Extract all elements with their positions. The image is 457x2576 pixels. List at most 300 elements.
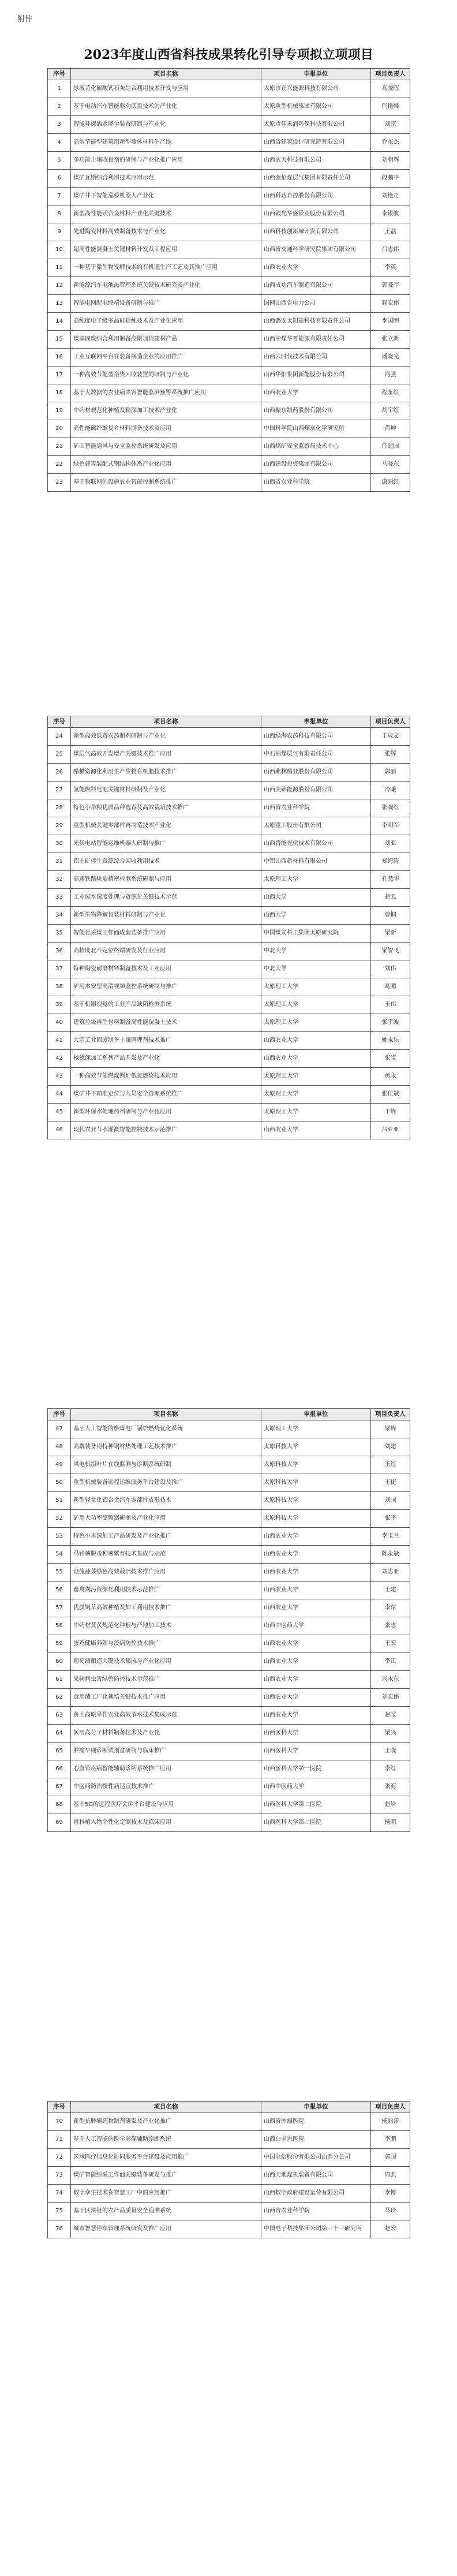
cell-lead: 刘宏伟 xyxy=(371,1689,410,1707)
cell-unit: 山西农业大学 xyxy=(261,1528,371,1546)
project-table xyxy=(47,1408,410,1832)
cell-no: 60 xyxy=(48,1653,71,1671)
cell-name: 基于物联网的设施农业智能控制系统推广 xyxy=(71,474,261,492)
cell-no: 12 xyxy=(48,277,71,295)
table-row xyxy=(48,889,410,907)
project-table-page-3 xyxy=(47,1408,410,1832)
cell-no: 10 xyxy=(48,241,71,259)
cell-lead: 黄永 xyxy=(371,1068,410,1086)
cell-name: 煤矿井下精准定位与人员安全管理系统推广 xyxy=(71,1086,261,1104)
cell-name: 智能电网配电终端设备研制与推广 xyxy=(71,295,261,313)
cell-name: 医用高分子材料制备技术及产业化 xyxy=(71,1725,261,1743)
cell-no: 46 xyxy=(48,1121,71,1139)
cell-lead: 吕志伟 xyxy=(371,241,410,259)
table-row xyxy=(48,1086,410,1104)
cell-no: 38 xyxy=(48,978,71,996)
cell-no: 71 xyxy=(48,2131,71,2149)
cell-no: 4 xyxy=(48,134,71,152)
cell-lead: 杨明 xyxy=(371,1814,410,1832)
table-header-row xyxy=(48,2102,410,2113)
cell-lead: 陈永斌 xyxy=(371,1546,410,1564)
header-no: 序号 xyxy=(48,69,71,80)
cell-no: 62 xyxy=(48,1689,71,1707)
header-name: 项目名称 xyxy=(71,1409,261,1420)
cell-no: 69 xyxy=(48,1814,71,1832)
table-row xyxy=(48,2220,410,2238)
cell-name: 绿液苛化碳酸钙石灰综合利用技术开发与应用 xyxy=(71,80,261,98)
table-row xyxy=(48,746,410,764)
cell-name: 醋糟资源化利用生产生物有机肥技术推广 xyxy=(71,764,261,782)
cell-name: 新型高性能镁合金材料产业化关键技术 xyxy=(71,205,261,223)
cell-unit: 太原理工大学 xyxy=(261,1014,371,1032)
cell-lead: 孔慧华 xyxy=(371,871,410,889)
table-row xyxy=(48,331,410,349)
header-unit: 申报单位 xyxy=(261,2102,371,2113)
table-row xyxy=(48,1617,410,1635)
cell-unit: 山西白求恩医院 xyxy=(261,2131,371,2149)
cell-lead: 张海 xyxy=(371,1778,410,1796)
cell-name: 中医药防治慢性病适宜技术推广 xyxy=(71,1778,261,1796)
cell-name: 光伏电站智能运维机器人研制与推广 xyxy=(71,835,261,853)
cell-lead: 张宇波 xyxy=(371,1014,410,1032)
table-row xyxy=(48,1032,410,1050)
cell-lead: 张立新 xyxy=(371,331,410,349)
table-row xyxy=(48,2203,410,2220)
project-table-page-2 xyxy=(47,716,410,1139)
table-row xyxy=(48,1707,410,1725)
cell-name: 矿用大功率变频器研制及产业化应用 xyxy=(71,1510,261,1528)
cell-unit: 山西蓝焰煤层气集团有限责任公司 xyxy=(261,170,371,188)
table-row xyxy=(48,996,410,1014)
cell-unit: 山西银光华盛镁业股份有限公司 xyxy=(261,205,371,223)
cell-name: 中药材规范化种植及精深加工技术产业化 xyxy=(71,402,261,420)
cell-lead: 胡宇红 xyxy=(371,402,410,420)
table-row xyxy=(48,853,410,871)
table-row xyxy=(48,1121,410,1139)
cell-lead: 刘京 xyxy=(371,116,410,134)
table-row xyxy=(48,1510,410,1528)
table-row xyxy=(48,134,410,152)
cell-name: 一种高效节能燃煤锅炉低氮燃烧技术应用 xyxy=(71,1068,261,1086)
cell-no: 9 xyxy=(48,223,71,241)
table-row xyxy=(48,799,410,817)
cell-no: 51 xyxy=(48,1492,71,1510)
cell-name: 中药材黄芪规范化种植与产地加工技术 xyxy=(71,1617,261,1635)
cell-name: 矿山智能通风与安全监控系统研发及应用 xyxy=(71,438,261,456)
cell-name: 煤矿瓦斯综合利用技术应用示范 xyxy=(71,170,261,188)
cell-lead: 段鹏平 xyxy=(371,170,410,188)
cell-name: 风电机组叶片在线监测与诊断系统研制 xyxy=(71,1456,261,1474)
table-row xyxy=(48,907,410,925)
cell-no: 13 xyxy=(48,295,71,313)
cell-lead: 王捷 xyxy=(371,1474,410,1492)
cell-name: 智能化采煤工作面成套装备推广应用 xyxy=(71,925,261,943)
cell-name: 一种基于微生物发酵技术的有机肥生产工艺及其推广应用 xyxy=(71,259,261,277)
cell-lead: 李鹏 xyxy=(371,2131,410,2149)
cell-no: 47 xyxy=(48,1420,71,1438)
table-row xyxy=(48,728,410,746)
cell-lead: 阎宏伟 xyxy=(371,295,410,313)
cell-no: 29 xyxy=(48,817,71,835)
cell-lead: 王红 xyxy=(371,1456,410,1474)
table-row xyxy=(48,1599,410,1617)
table-row xyxy=(48,170,410,188)
cell-unit: 山西华阳集团新能股份有限公司 xyxy=(261,367,371,384)
cell-lead: 闫艳峰 xyxy=(371,98,410,116)
cell-lead: 李红 xyxy=(371,1760,410,1778)
cell-no: 73 xyxy=(48,2167,71,2185)
header-unit: 申报单位 xyxy=(261,716,371,728)
cell-no: 14 xyxy=(48,313,71,331)
cell-lead: 周凯 xyxy=(371,2167,410,2185)
table-row xyxy=(48,1725,410,1743)
header-lead: 项目负责人 xyxy=(371,1409,410,1420)
cell-no: 56 xyxy=(48,1582,71,1599)
cell-no: 52 xyxy=(48,1510,71,1528)
table-row xyxy=(48,817,410,835)
cell-name: 重型机械关键零部件再制造技术产业化 xyxy=(71,817,261,835)
cell-lead: 马玲 xyxy=(371,2203,410,2220)
cell-lead: 刘亚 xyxy=(371,835,410,853)
cell-lead: 曹桐 xyxy=(371,907,410,925)
cell-unit: 山西农业大学 xyxy=(261,1582,371,1599)
cell-no: 17 xyxy=(48,367,71,384)
table-row xyxy=(48,188,410,205)
cell-no: 70 xyxy=(48,2113,71,2131)
cell-lead: 赵岩 xyxy=(371,1796,410,1814)
cell-no: 74 xyxy=(48,2185,71,2203)
cell-no: 23 xyxy=(48,474,71,492)
table-row xyxy=(48,295,410,313)
cell-no: 21 xyxy=(48,438,71,456)
table-row xyxy=(48,313,410,331)
cell-lead: 姚永乐 xyxy=(371,1032,410,1050)
cell-name: 高性能碳纤维复合材料制备技术及应用 xyxy=(71,420,261,438)
cell-name: 特种陶瓷耐磨材料制备技术及工业应用 xyxy=(71,960,261,978)
table-header-row xyxy=(48,716,410,728)
cell-lead: 李东 xyxy=(371,1599,410,1617)
cell-name: 食用菌工厂化栽培关键技术推广应用 xyxy=(71,1689,261,1707)
cell-unit: 中北大学 xyxy=(261,960,371,978)
header-unit: 申报单位 xyxy=(261,69,371,80)
table-row xyxy=(48,420,410,438)
cell-unit: 山西晋能光伏技术有限公司 xyxy=(261,835,371,853)
cell-no: 72 xyxy=(48,2149,71,2167)
cell-unit: 中铝山西新材料有限公司 xyxy=(261,853,371,871)
cell-unit: 山西医科大学第一医院 xyxy=(261,1760,371,1778)
cell-name: 高精度北斗定位终端研发及行业应用 xyxy=(71,943,261,960)
cell-name: 高效节能型建筑用新型墙体材料生产线 xyxy=(71,134,261,152)
cell-unit: 山西省肿瘤医院 xyxy=(261,2113,371,2131)
cell-lead: 梁智飞 xyxy=(371,943,410,960)
cell-no: 76 xyxy=(48,2220,71,2238)
cell-name: 一种高效节能型余热回收装置的研制与产业化 xyxy=(71,367,261,384)
cell-no: 22 xyxy=(48,456,71,474)
cell-name: 特色小杂粮优质品种选育及高效栽培技术推广 xyxy=(71,799,261,817)
table-row xyxy=(48,402,410,420)
table-row xyxy=(48,1068,410,1086)
cell-no: 25 xyxy=(48,746,71,764)
cell-lead: 王晓 xyxy=(371,1743,410,1760)
table-row xyxy=(48,474,410,492)
cell-lead: 赵宏 xyxy=(371,2220,410,2238)
table-row xyxy=(48,438,410,456)
cell-name: 建筑垃圾再生骨料制备高性能混凝土技术 xyxy=(71,1014,261,1032)
cell-no: 66 xyxy=(48,1760,71,1778)
cell-name: 先进陶瓷材料高效制备技术与产业化 xyxy=(71,223,261,241)
header-name: 项目名称 xyxy=(71,716,261,728)
table-row xyxy=(48,384,410,402)
cell-no: 53 xyxy=(48,1528,71,1546)
cell-unit: 山西农业大学 xyxy=(261,1546,371,1564)
cell-lead: 郭丽 xyxy=(371,764,410,782)
table-row xyxy=(48,1671,410,1689)
cell-no: 49 xyxy=(48,1456,71,1474)
cell-no: 26 xyxy=(48,764,71,782)
cell-unit: 太原科技大学 xyxy=(261,1474,371,1492)
table-row xyxy=(48,1564,410,1582)
table-row xyxy=(48,1582,410,1599)
cell-name: 超高性能混凝土关键材料开发及工程应用 xyxy=(71,241,261,259)
table-row xyxy=(48,1050,410,1068)
cell-no: 59 xyxy=(48,1635,71,1653)
cell-lead: 刘伟 xyxy=(371,960,410,978)
cell-lead: 潘晓光 xyxy=(371,349,410,367)
cell-unit: 山西大学 xyxy=(261,907,371,925)
table-row xyxy=(48,277,410,295)
table-row xyxy=(48,960,410,978)
cell-no: 64 xyxy=(48,1725,71,1743)
table-row xyxy=(48,259,410,277)
cell-no: 41 xyxy=(48,1032,71,1050)
cell-name: 高速铁路轨道精密检测系统研制与应用 xyxy=(71,871,261,889)
cell-unit: 山西中医药大学 xyxy=(261,1778,371,1796)
cell-unit: 山西成功汽车制造有限公司 xyxy=(261,277,371,295)
cell-name: 城市智慧停车管理系统研发及推广应用 xyxy=(71,2220,261,2238)
cell-unit: 山西农业大学 xyxy=(261,1032,371,1050)
table-row xyxy=(48,1474,410,1492)
cell-unit: 山西振东制药股份有限公司 xyxy=(261,402,371,420)
cell-no: 27 xyxy=(48,782,71,799)
cell-unit: 山西医科大学第二医院 xyxy=(261,1814,371,1832)
cell-lead: 程永红 xyxy=(371,384,410,402)
table-row xyxy=(48,80,410,98)
cell-unit: 太原理工大学 xyxy=(261,1104,371,1121)
table-row xyxy=(48,349,410,367)
cell-unit: 太原科技大学 xyxy=(261,1510,371,1528)
cell-no: 2 xyxy=(48,98,71,116)
cell-lead: 高晓晖 xyxy=(371,80,410,98)
cell-lead: 刘朝辉 xyxy=(371,152,410,170)
cell-no: 28 xyxy=(48,799,71,817)
table-row xyxy=(48,223,410,241)
cell-name: 基于电动汽车智能驱动底盘技术的产业化 xyxy=(71,98,261,116)
cell-unit: 山西紫林醋业股份有限公司 xyxy=(261,764,371,782)
cell-lead: 梁峰 xyxy=(371,1420,410,1438)
cell-lead: 李江 xyxy=(371,1653,410,1671)
cell-unit: 山西中医药大学 xyxy=(261,1617,371,1635)
table-row xyxy=(48,1456,410,1474)
cell-unit: 山西中煤华晋能源有限责任公司 xyxy=(261,331,371,349)
cell-no: 16 xyxy=(48,349,71,367)
table-row xyxy=(48,98,410,116)
cell-no: 7 xyxy=(48,188,71,205)
cell-no: 75 xyxy=(48,2203,71,2220)
cell-lead: 王伟 xyxy=(371,996,410,1014)
cell-lead: 葛鹏 xyxy=(371,978,410,996)
cell-name: 工业互联网平台在装备制造企业的应用推广 xyxy=(71,349,261,367)
document-title: 2023年度山西省科技成果转化引导专项拟立项项目 xyxy=(84,47,373,62)
cell-unit: 山西农业大学 xyxy=(261,259,371,277)
cell-lead: 吕亚亚 xyxy=(371,1121,410,1139)
cell-lead: 张佳斌 xyxy=(371,1086,410,1104)
cell-name: 基于机器视觉的工业产品缺陷检测系统 xyxy=(71,996,261,1014)
cell-unit: 中北大学 xyxy=(261,943,371,960)
cell-lead: 梁兴 xyxy=(371,1725,410,1743)
cell-no: 43 xyxy=(48,1068,71,1086)
cell-unit: 太原理工大学 xyxy=(261,978,371,996)
cell-no: 35 xyxy=(48,925,71,943)
cell-unit: 太原理工大学 xyxy=(261,871,371,889)
table-row xyxy=(48,2167,410,2185)
cell-unit: 山西医科大学 xyxy=(261,1725,371,1743)
cell-lead: 张晓红 xyxy=(371,799,410,817)
cell-unit: 太原理工大学 xyxy=(261,1068,371,1086)
cell-unit: 中国煤炭科工集团太原研究院 xyxy=(261,925,371,943)
cell-unit: 太原科技大学 xyxy=(261,1456,371,1474)
cell-lead: 王磊 xyxy=(371,223,410,241)
cell-name: 黄土高原旱作农业高效节水技术集成示范 xyxy=(71,1707,261,1725)
table-row xyxy=(48,2185,410,2203)
cell-name: 核桃深加工系列产品开发及产业化 xyxy=(71,1050,261,1068)
cell-no: 34 xyxy=(48,907,71,925)
cell-no: 31 xyxy=(48,853,71,871)
cell-name: 氢能燃料电池关键材料研制及产业化 xyxy=(71,782,261,799)
cell-lead: 张志 xyxy=(371,1617,410,1635)
cell-unit: 山西省交通科学研究院集团有限公司 xyxy=(261,241,371,259)
cell-lead: 王建 xyxy=(371,1582,410,1599)
table-row xyxy=(48,1635,410,1653)
header-unit: 申报单位 xyxy=(261,1409,371,1420)
cell-lead: 李明军 xyxy=(371,817,410,835)
table-row xyxy=(48,978,410,996)
table-row xyxy=(48,925,410,943)
cell-unit: 太原理工大学 xyxy=(261,996,371,1014)
cell-unit: 中国科学院山西煤炭化学研究所 xyxy=(261,420,371,438)
header-no: 序号 xyxy=(48,1409,71,1420)
cell-unit: 山西医科大学 xyxy=(261,1743,371,1760)
cell-unit: 山西科达自控股份有限公司 xyxy=(261,188,371,205)
cell-no: 37 xyxy=(48,960,71,978)
cell-unit: 山西美锦能源股份有限公司 xyxy=(261,782,371,799)
table-row xyxy=(48,764,410,782)
cell-unit: 山西农大科技有限公司 xyxy=(261,152,371,170)
cell-lead: 刘艳之 xyxy=(371,188,410,205)
cell-no: 42 xyxy=(48,1050,71,1068)
cell-name: 新型高效低毒农药制剂研制与产业化 xyxy=(71,728,261,746)
cell-name: 煤层气高效开发增产关键技术推广应用 xyxy=(71,746,261,764)
cell-no: 20 xyxy=(48,420,71,438)
cell-unit: 太原重工股份有限公司 xyxy=(261,817,371,835)
cell-unit: 山西省农业科学院 xyxy=(261,474,371,492)
cell-lead: 赵卫 xyxy=(371,889,410,907)
cell-name: 煤矿智能综采工作面关键装备研发与推广 xyxy=(71,2167,261,2185)
cell-lead: 肖坤 xyxy=(371,420,410,438)
table-row xyxy=(48,1420,410,1438)
cell-unit: 山西绿海农药科技有限公司 xyxy=(261,728,371,746)
table-row xyxy=(48,782,410,799)
cell-no: 6 xyxy=(48,170,71,188)
cell-name: 大宗工业固废制备土壤调理剂技术推广 xyxy=(71,1032,261,1050)
cell-unit: 中国电信股份有限公司山西分公司 xyxy=(261,2149,371,2167)
cell-unit: 山西农业大学 xyxy=(261,1121,371,1139)
cell-no: 8 xyxy=(48,205,71,223)
cell-unit: 山西煤矿安全监察局技术中心 xyxy=(261,438,371,456)
table-header-row xyxy=(48,69,410,80)
cell-name: 基于人工智能的燃煤电厂锅炉燃烧优化系统 xyxy=(71,1420,261,1438)
table-row xyxy=(48,1014,410,1032)
table-row xyxy=(48,1438,410,1456)
cell-name: 新型抗肿瘤药物制剂研发及产业化推广 xyxy=(71,2113,261,2131)
table-row xyxy=(48,116,410,134)
cell-unit: 山西大学 xyxy=(261,889,371,907)
cell-lead: 张宝 xyxy=(371,1050,410,1068)
cell-lead: 冯强 xyxy=(371,367,410,384)
cell-name: 高纯度电子级多晶硅提纯技术及产业化应用 xyxy=(71,313,261,331)
cell-no: 30 xyxy=(48,835,71,853)
cell-no: 18 xyxy=(48,384,71,402)
cell-unit: 太原重型机械集团有限公司 xyxy=(261,98,371,116)
table-row xyxy=(48,1104,410,1121)
cell-name: 矿用本安型高清视频监控系统研制与推广 xyxy=(71,978,261,996)
cell-lead: 冯永东 xyxy=(371,1671,410,1689)
table-row xyxy=(48,1528,410,1546)
cell-lead: 乔东杰 xyxy=(371,134,410,152)
header-name: 项目名称 xyxy=(71,2102,261,2113)
cell-name: 绿色建筑装配式钢结构体系产业化应用 xyxy=(71,456,261,474)
cell-unit: 太原理工大学 xyxy=(261,1086,371,1104)
cell-lead: 李国明 xyxy=(371,313,410,331)
table-row xyxy=(48,1546,410,1564)
cell-no: 33 xyxy=(48,889,71,907)
cell-no: 68 xyxy=(48,1796,71,1814)
cell-lead: 郭国 xyxy=(371,2149,410,2167)
cell-name: 新型生物降解包装材料研制与产业化 xyxy=(71,907,261,925)
cell-no: 58 xyxy=(48,1617,71,1635)
project-table-page-4 xyxy=(47,2101,410,2238)
cell-no: 5 xyxy=(48,152,71,170)
cell-lead: 马晓东 xyxy=(371,456,410,474)
cell-unit: 中石油煤层气有限责任公司 xyxy=(261,746,371,764)
cell-name: 智能环保洒水降尘装置研制与产业化 xyxy=(71,116,261,134)
cell-unit: 太原市正兴能源科技有限公司 xyxy=(261,80,371,98)
table-row xyxy=(48,205,410,223)
cell-no: 32 xyxy=(48,871,71,889)
project-table xyxy=(47,716,410,1139)
cell-name: 现代农业节水灌溉智能控制技术示范推广 xyxy=(71,1121,261,1139)
table-row xyxy=(48,2131,410,2149)
cell-no: 54 xyxy=(48,1546,71,1564)
cell-name: 高端装备用特种钢材热处理工艺技术推广 xyxy=(71,1438,261,1456)
cell-name: 铝土矿伴生资源综合回收利用技术 xyxy=(71,853,261,871)
cell-no: 40 xyxy=(48,1014,71,1032)
table-row xyxy=(48,456,410,474)
cell-name: 基于人工智能的医学影像辅助诊断系统 xyxy=(71,2131,261,2149)
cell-unit: 山西建设投资集团有限公司 xyxy=(261,456,371,474)
header-lead: 项目负责人 xyxy=(371,2102,410,2113)
cell-lead: 李英 xyxy=(371,259,410,277)
cell-name: 设施蔬菜绿色高效栽培技术推广应用 xyxy=(71,1564,261,1582)
